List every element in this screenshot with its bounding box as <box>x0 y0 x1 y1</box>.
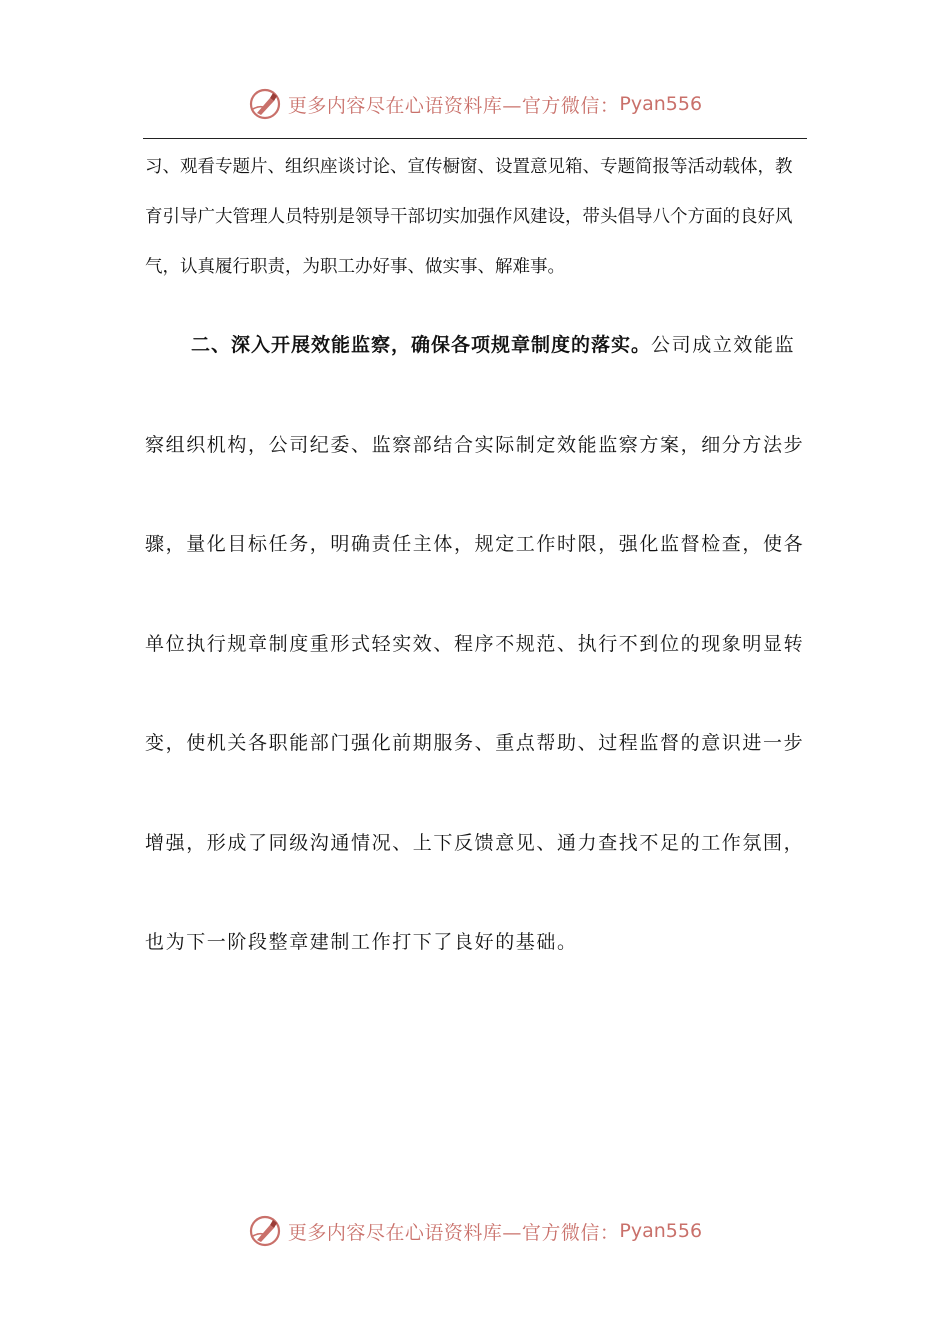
header-banner-text: 更多内容尽在心语资料库—官方微信： <box>287 94 620 117</box>
section-heading: 二、深入开展效能监察，确保各项规章制度的落实。 <box>191 334 652 356</box>
header-wechat-id: Pyan556 <box>619 93 703 115</box>
pen-nib-icon <box>248 87 282 121</box>
footer-banner-text: 更多内容尽在心语资料库—官方微信： <box>287 1221 620 1244</box>
header-divider <box>143 138 807 139</box>
paragraph-section-two <box>145 296 807 993</box>
page-header-banner <box>0 82 950 126</box>
paragraph-continuation: 习、观看专题片、组织座谈讨论、宣传橱窗、设置意见箱、专题简报等活动载体，教育引导广大管理人员特别是领导干部切实加强作风建设，带头倡导八个方面的良好风气，认真履行职责，为职工办好事、做实事、解难事。 <box>145 157 793 277</box>
footer-wechat-id: Pyan556 <box>619 1220 703 1242</box>
pen-nib-icon <box>248 1214 282 1248</box>
section-body-text: 公司成立效能监察组织机构，公司纪委、监察部结合实际制定效能监察方案，细分方法步骤，量化目标任务，明确责任主体，规定工作时限，强化监督检查，使各单位执行规章制度重形式轻实效、程序不规范、执行不到位的现象明显转变，使机关各职能部门强化前期服务、重点帮助、过程监督的意识进一步增强，形成了同级沟通情况、上下反馈意见、通力查找不足的工作氛围，也为下一阶段整章建制工作打下了良好的基础。 <box>145 334 805 953</box>
page-footer-banner <box>0 1209 950 1253</box>
